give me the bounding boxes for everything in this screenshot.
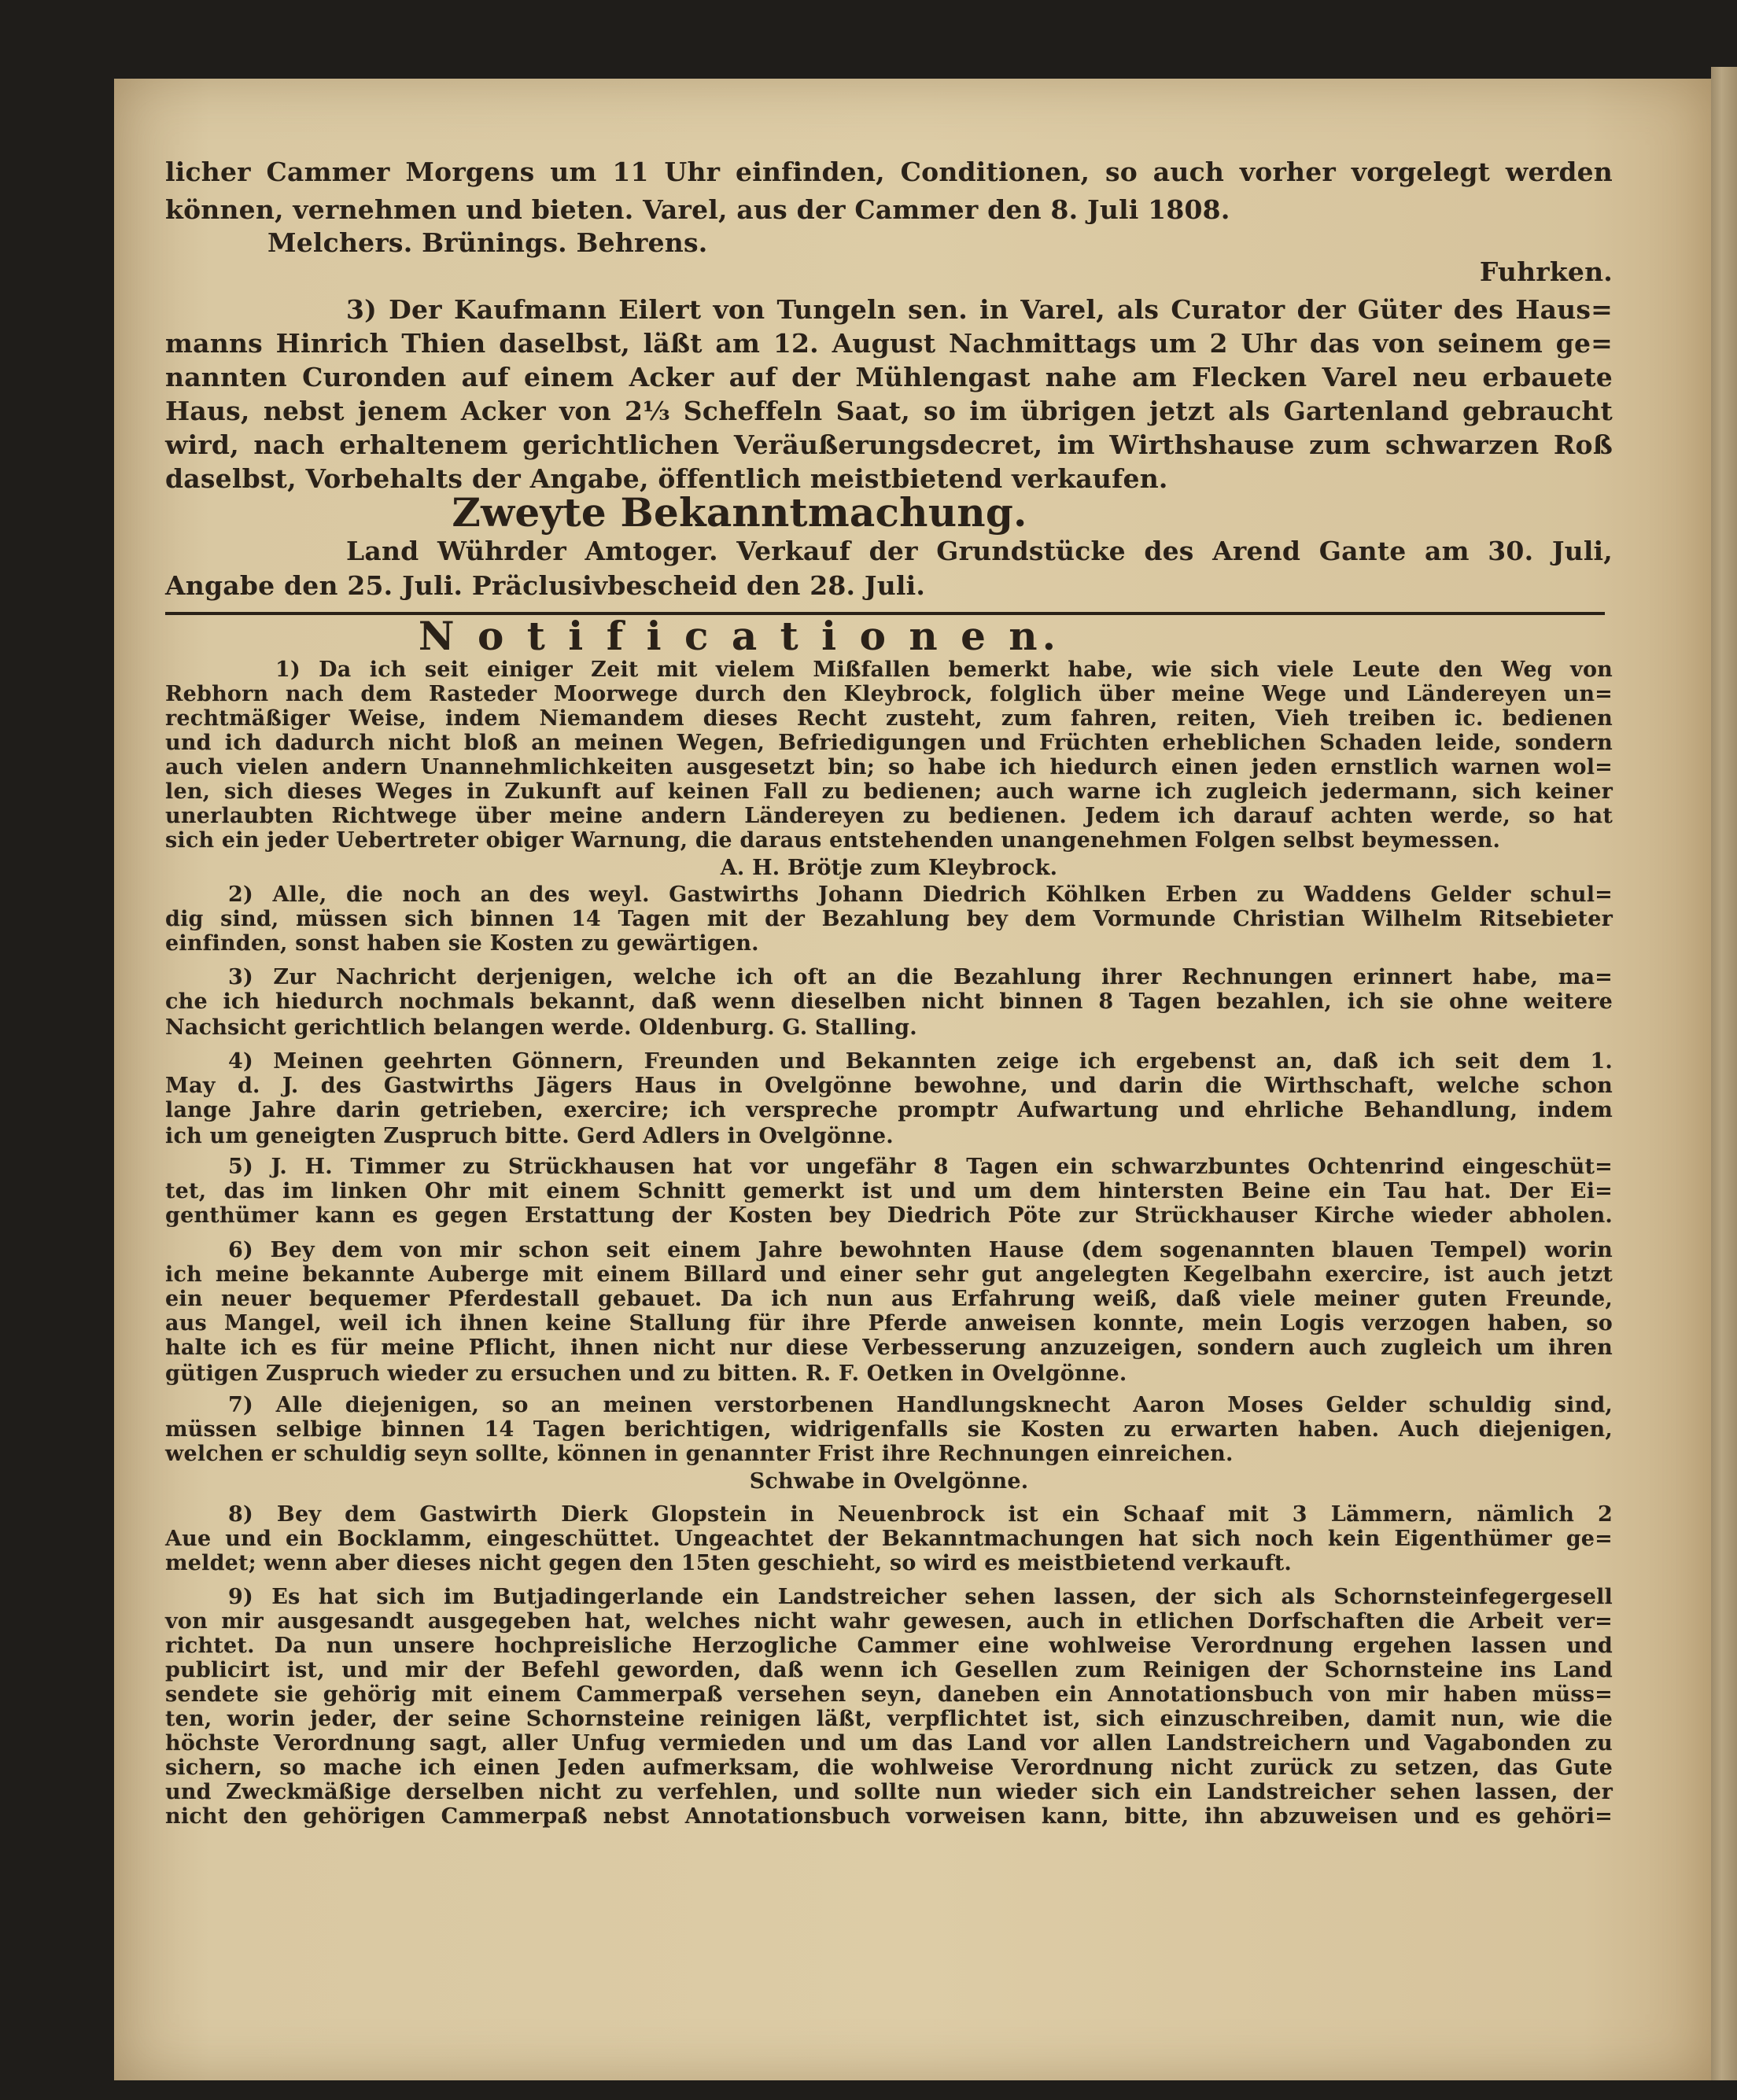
text-line: halte ich es für meine Pflicht, ihnen nicht nur diese Verbesserung anzuzeigen, sondern auch zugleich um ihren (165, 1336, 1613, 1360)
text-line: gütigen Zuspruch wieder zu ersuchen und zu bitten. R. F. Oetken in Ovelgönne. (165, 1361, 1127, 1386)
text-line: lange Jahre darin getrieben, exercire; ich verspreche promptr Aufwartung und ehrliche Behandlung, indem (165, 1098, 1613, 1122)
text-line: 5) J. H. Timmer zu Strückhausen hat vor ungefähr 8 Tagen ein schwarzbuntes Ochtenrind eingeschüt= (228, 1155, 1613, 1179)
text-line: len, sich dieses Weges in Zukunft auf keinen Fall zu bedienen; auch warne ich zugleich jedermann, sich keiner (165, 779, 1613, 804)
text-line: 4) Meinen geehrten Gönnern, Freunden und Bekannten zeige ich ergebenst an, daß ich seit dem 1. (228, 1049, 1613, 1074)
text-line: licher Cammer Morgens um 11 Uhr einfinden, Conditionen, so auch vorher vorgelegt werden (165, 157, 1613, 187)
text-line: unerlaubten Richtwege über meine andern Ländereyen zu bedienen. Jedem ich darauf achten werde, so hat (165, 804, 1613, 828)
text-line: Angabe den 25. Juli. Präclusivbescheid den 28. Juli. (165, 570, 926, 601)
text-line: höchste Verordnung sagt, aller Unfug vermieden und um das Land vor allen Landstreichern und Vagabonden zu (165, 1731, 1613, 1756)
text-line: ein neuer bequemer Pferdestall gebauet. Da ich nun aus Erfahrung weiß, daß viele meiner guten Freunde, (165, 1287, 1613, 1311)
text-line: 2) Alle, die noch an des weyl. Gastwirths Johann Diedrich Köhlken Erben zu Waddens Gelder schul= (228, 882, 1613, 907)
text-line: genthümer kann es gegen Erstattung der Kosten bey Diedrich Pöte zur Strückhauser Kirche wieder abholen. (165, 1203, 1613, 1228)
text-line: 7) Alle diejenigen, so an meinen verstorbenen Handlungsknecht Aaron Moses Gelder schuldig sind, (228, 1393, 1613, 1417)
text-line: 6) Bey dem von mir schon seit einem Jahre bewohnten Hause (dem sogenannten blauen Tempel) worin (228, 1238, 1613, 1262)
text-line: können, vernehmen und bieten. Varel, aus der Cammer den 8. Juli 1808. (165, 194, 1230, 225)
text-line: nicht den gehörigen Cammerpaß nebst Annotationsbuch vorweisen kann, bitte, ihn abzuweisen und es gehöri= (165, 1804, 1613, 1829)
text-line: und ich dadurch nicht bloß an meinen Wegen, Befriedigungen und Früchten erheblichen Schaden leide, sondern (165, 731, 1613, 755)
text-line: Aue und ein Bocklamm, eingeschüttet. Ungeachtet der Bekanntmachungen hat sich noch kein Eigenthümer ge= (165, 1527, 1613, 1551)
text-line: einfinden, sonst haben sie Kosten zu gewärtigen. (165, 931, 759, 956)
text-line: dig sind, müssen sich binnen 14 Tagen mit der Bezahlung bey dem Vormunde Christian Wilhelm Ritsebieter (165, 907, 1613, 931)
signature: Fuhrken. (1479, 256, 1613, 287)
text-line: Rebhorn nach dem Rasteder Moorwege durch den Kleybrock, folglich über meine Wege und Ländereyen un= (165, 682, 1613, 706)
text-line: publicirt ist, und mir der Befehl geworden, daß wenn ich Gesellen zum Reinigen der Schornsteine ins Land (165, 1658, 1613, 1682)
text-line: 3) Zur Nachricht derjenigen, welche ich oft an die Bezahlung ihrer Rechnungen erinnert habe, ma= (228, 965, 1613, 989)
text-line: daselbst, Vorbehalts der Angabe, öffentlich meistbietend verkaufen. (165, 463, 1168, 494)
text-line: Nachsicht gerichtlich belangen werde. Oldenburg. G. Stalling. (165, 1015, 917, 1040)
text-line: 8) Bey dem Gastwirth Dierk Glopstein in Neuenbrock ist ein Schaaf mit 3 Lämmern, nämlich 2 (228, 1502, 1613, 1527)
text-line: 1) Da ich seit einiger Zeit mit vielem Mißfallen bemerkt habe, wie sich viele Leute den Weg von (275, 658, 1613, 682)
text-line: von mir ausgesandt ausgegeben hat, welches nicht wahr gewesen, auch in etlichen Dorfschaften die Arbeit ver= (165, 1609, 1613, 1634)
text-line: manns Hinrich Thien daselbst, läßt am 12. August Nachmittags um 2 Uhr das von seinem ge= (165, 328, 1613, 359)
section-heading: Zweyte Bekanntmachung. (452, 489, 1027, 536)
text-line: sich ein jeder Uebertreter obiger Warnung, die daraus entstehenden unangenehmen Folgen selbst beymessen. (165, 828, 1501, 853)
text-line: ich meine bekannte Auberge mit einem Billard und einer sehr gut angelegten Kegelbahn exercire, ist auch jetzt (165, 1262, 1613, 1287)
text-line: sendete sie gehörig mit einem Cammerpaß versehen seyn, daneben ein Annotationsbuch von mir haben müss= (165, 1682, 1613, 1707)
text-line: ich um geneigten Zuspruch bitte. Gerd Adlers in Ovelgönne. (165, 1124, 894, 1148)
signature: A. H. Brötje zum Kleybrock. (720, 856, 1058, 880)
text-line: tet, das im linken Ohr mit einem Schnitt gemerkt ist und um dem hintersten Beine ein Tau hat. Der Ei= (165, 1179, 1613, 1203)
text-line: nannten Curonden auf einem Acker auf der Mühlengast nahe am Flecken Varel neu erbauete (165, 362, 1613, 392)
text-line: May d. J. des Gastwirths Jägers Haus in Ovelgönne bewohne, und darin die Wirthschaft, welche schon (165, 1074, 1613, 1098)
text-line: auch vielen andern Unannehmlichkeiten ausgesetzt bin; so habe ich hiedurch einen jeden ernstlich warnen wol= (165, 755, 1613, 779)
text-line: che ich hiedurch nochmals bekannt, daß wenn dieselben nicht binnen 8 Tagen bezahlen, ich sie ohne weitere (165, 989, 1613, 1014)
text-line: rechtmäßiger Weise, indem Niemandem dieses Recht zusteht, zum fahren, reiten, Vieh treiben ic. bedienen (165, 706, 1613, 731)
text-line: aus Mangel, weil ich ihnen keine Stallung für ihre Pferde anweisen konnte, mein Logis verzogen haben, so (165, 1311, 1613, 1336)
signers-line: Melchers. Brünings. Behrens. (267, 227, 708, 258)
text-line: Haus, nebst jenem Acker von 2⅓ Scheffeln Saat, so im übrigen jetzt als Gartenland gebraucht (165, 396, 1613, 426)
text-line: richtet. Da nun unsere hochpreisliche Herzogliche Cammer eine wohlweise Verordnung ergehen lassen und (165, 1634, 1613, 1658)
text-line: welchen er schuldig seyn sollte, können in genannter Frist ihre Rechnungen einreichen. (165, 1442, 1234, 1466)
book-gutter (1711, 67, 1737, 2080)
notifications-heading: N o t i f i c a t i o n e n. (418, 613, 1061, 659)
text-line: müssen selbige binnen 14 Tagen berichtigen, widrigenfalls sie Kosten zu erwarten haben. Auch diejenigen, (165, 1417, 1613, 1442)
text-line: 3) Der Kaufmann Eilert von Tungeln sen. in Varel, als Curator der Güter des Haus= (346, 294, 1613, 325)
text-line: meldet; wenn aber dieses nicht gegen den 15ten geschieht, so wird es meistbietend verkauft. (165, 1551, 1292, 1575)
text-line: sichern, so mache ich einen Jeden aufmerksam, die wohlweise Verordnung nicht zurück zu setzen, das Gute (165, 1756, 1613, 1780)
text-line: Land Wührder Amtoger. Verkauf der Grundstücke des Arend Gante am 30. Juli, (346, 536, 1613, 566)
text-line: wird, nach erhaltenem gerichtlichen Veräußerungsdecret, im Wirthshause zum schwarzen Roß (165, 429, 1613, 460)
signature: Schwabe in Ovelgönne. (749, 1469, 1029, 1494)
text-line: und Zweckmäßige derselben nicht zu verfehlen, und sollte nun wieder sich ein Landstreicher sehen lassen, der (165, 1780, 1613, 1804)
text-line: 9) Es hat sich im Butjadingerlande ein Landstreicher sehen lassen, der sich als Schornsteinfegergesell (228, 1585, 1613, 1609)
text-line: ten, worin jeder, der seine Schornsteine reinigen läßt, verpflichtet ist, sich einzuschreiben, damit nun, wie die (165, 1707, 1613, 1731)
